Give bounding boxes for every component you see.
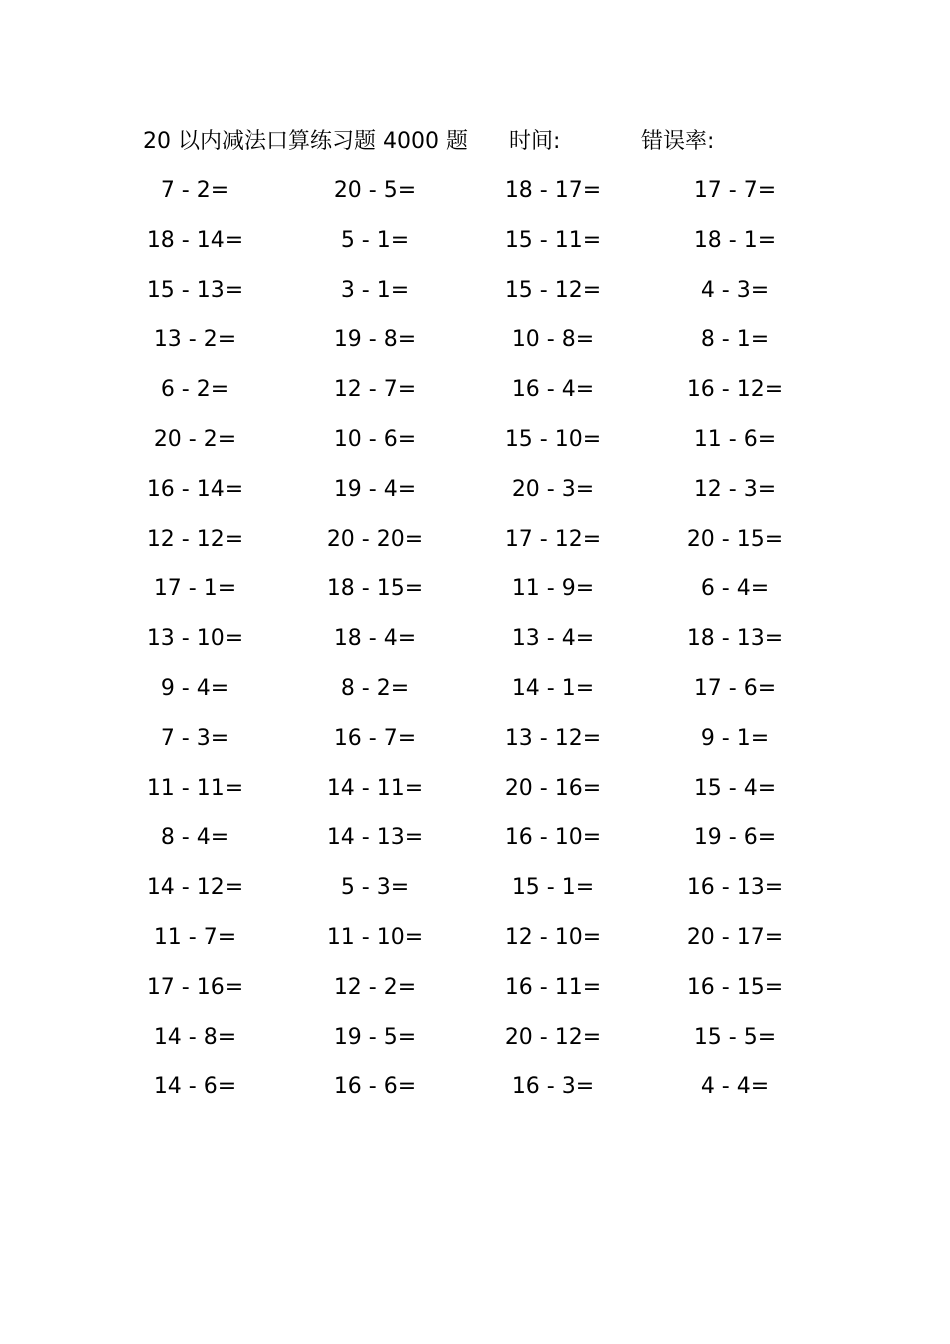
problem-item: 18 - 1= xyxy=(693,227,777,253)
problem-item: 15 - 13= xyxy=(146,277,244,303)
problem-item: 12 - 3= xyxy=(693,476,777,502)
problem-item: 17 - 12= xyxy=(504,526,602,552)
problem-row xyxy=(0,522,950,572)
problem-item: 14 - 8= xyxy=(153,1024,237,1050)
problem-row xyxy=(0,273,950,323)
problem-item: 15 - 11= xyxy=(504,227,602,253)
problem-item: 12 - 10= xyxy=(504,924,602,950)
problem-item: 15 - 4= xyxy=(693,775,777,801)
problem-item: 17 - 7= xyxy=(693,178,777,203)
problem-item: 6 - 4= xyxy=(700,576,770,602)
problem-item: 11 - 11= xyxy=(146,775,244,801)
problem-item: 11 - 9= xyxy=(511,576,595,602)
problem-item: 15 - 10= xyxy=(504,426,602,452)
problem-item: 7 - 3= xyxy=(160,725,230,751)
problem-item: 18 - 4= xyxy=(333,626,417,652)
worksheet-title: 20 以内减法口算练习题 4000 题 xyxy=(143,129,468,154)
problem-item: 19 - 4= xyxy=(333,476,417,502)
problem-row xyxy=(0,571,950,621)
problem-item: 8 - 1= xyxy=(700,327,770,353)
problem-item: 4 - 3= xyxy=(700,277,770,303)
problem-item: 11 - 6= xyxy=(693,426,777,452)
problem-item: 13 - 2= xyxy=(153,327,237,353)
problem-item: 20 - 12= xyxy=(504,1024,602,1050)
problem-item: 18 - 17= xyxy=(504,178,602,203)
problem-item: 20 - 16= xyxy=(504,775,602,801)
problem-item: 15 - 5= xyxy=(693,1024,777,1050)
problem-row xyxy=(0,1069,950,1119)
problem-item: 15 - 12= xyxy=(504,277,602,303)
problem-item: 20 - 3= xyxy=(511,476,595,502)
error-rate-label: 错误率: xyxy=(641,129,715,154)
problem-item: 17 - 6= xyxy=(693,675,777,701)
problem-item: 10 - 8= xyxy=(511,327,595,353)
problem-item: 17 - 1= xyxy=(153,576,237,602)
problem-item: 12 - 2= xyxy=(333,974,417,1000)
problem-item: 12 - 7= xyxy=(333,377,417,403)
problem-item: 14 - 1= xyxy=(511,675,595,701)
problem-row xyxy=(0,223,950,273)
problem-item: 19 - 5= xyxy=(333,1024,417,1050)
problem-row xyxy=(0,970,950,1020)
problem-row xyxy=(0,870,950,920)
problem-item: 16 - 11= xyxy=(504,974,602,1000)
problem-item: 8 - 4= xyxy=(160,825,230,851)
problem-item: 10 - 6= xyxy=(333,426,417,452)
problem-item: 20 - 15= xyxy=(686,526,784,552)
problem-item: 20 - 20= xyxy=(326,526,424,552)
problem-row xyxy=(0,820,950,870)
problem-item: 12 - 12= xyxy=(146,526,244,552)
problem-item: 16 - 10= xyxy=(504,825,602,851)
problem-item: 19 - 8= xyxy=(333,327,417,353)
problem-item: 16 - 7= xyxy=(333,725,417,751)
problem-item: 13 - 12= xyxy=(504,725,602,751)
problem-item: 9 - 4= xyxy=(160,675,230,701)
problem-row xyxy=(0,771,950,821)
problem-item: 14 - 11= xyxy=(326,775,424,801)
problem-item: 20 - 17= xyxy=(686,924,784,950)
problem-item: 16 - 4= xyxy=(511,377,595,403)
problem-row xyxy=(0,422,950,472)
problem-item: 3 - 1= xyxy=(340,277,410,303)
problem-item: 19 - 6= xyxy=(693,825,777,851)
problem-row xyxy=(0,173,950,223)
problem-item: 18 - 13= xyxy=(686,626,784,652)
problem-item: 16 - 15= xyxy=(686,974,784,1000)
problem-item: 18 - 14= xyxy=(146,227,244,253)
problem-item: 4 - 4= xyxy=(700,1074,770,1100)
problem-row xyxy=(0,671,950,721)
problem-item: 14 - 12= xyxy=(146,875,244,901)
problem-item: 16 - 6= xyxy=(333,1074,417,1100)
problem-item: 17 - 16= xyxy=(146,974,244,1000)
problem-item: 18 - 15= xyxy=(326,576,424,602)
problem-row xyxy=(0,621,950,671)
problem-item: 14 - 13= xyxy=(326,825,424,851)
time-label: 时间: xyxy=(509,129,561,154)
problem-item: 5 - 3= xyxy=(340,875,410,901)
problem-item: 11 - 7= xyxy=(153,924,237,950)
problem-item: 13 - 4= xyxy=(511,626,595,652)
problem-item: 8 - 2= xyxy=(340,675,410,701)
problem-row xyxy=(0,322,950,372)
worksheet-header xyxy=(143,124,843,160)
problem-item: 14 - 6= xyxy=(153,1074,237,1100)
problem-item: 20 - 2= xyxy=(153,426,237,452)
problem-item: 16 - 12= xyxy=(686,377,784,403)
problem-item: 6 - 2= xyxy=(160,377,230,403)
problem-item: 11 - 10= xyxy=(326,924,424,950)
problem-item: 5 - 1= xyxy=(340,227,410,253)
problem-item: 16 - 13= xyxy=(686,875,784,901)
problem-item: 7 - 2= xyxy=(160,178,230,203)
problem-item: 15 - 1= xyxy=(511,875,595,901)
problem-item: 16 - 14= xyxy=(146,476,244,502)
problem-item: 9 - 1= xyxy=(700,725,770,751)
problem-item: 13 - 10= xyxy=(146,626,244,652)
problem-row xyxy=(0,472,950,522)
problem-row xyxy=(0,1020,950,1070)
problem-item: 16 - 3= xyxy=(511,1074,595,1100)
problem-item: 20 - 5= xyxy=(333,178,417,203)
problem-grid xyxy=(0,173,950,1119)
problem-row xyxy=(0,372,950,422)
problem-row xyxy=(0,920,950,970)
problem-row xyxy=(0,721,950,771)
